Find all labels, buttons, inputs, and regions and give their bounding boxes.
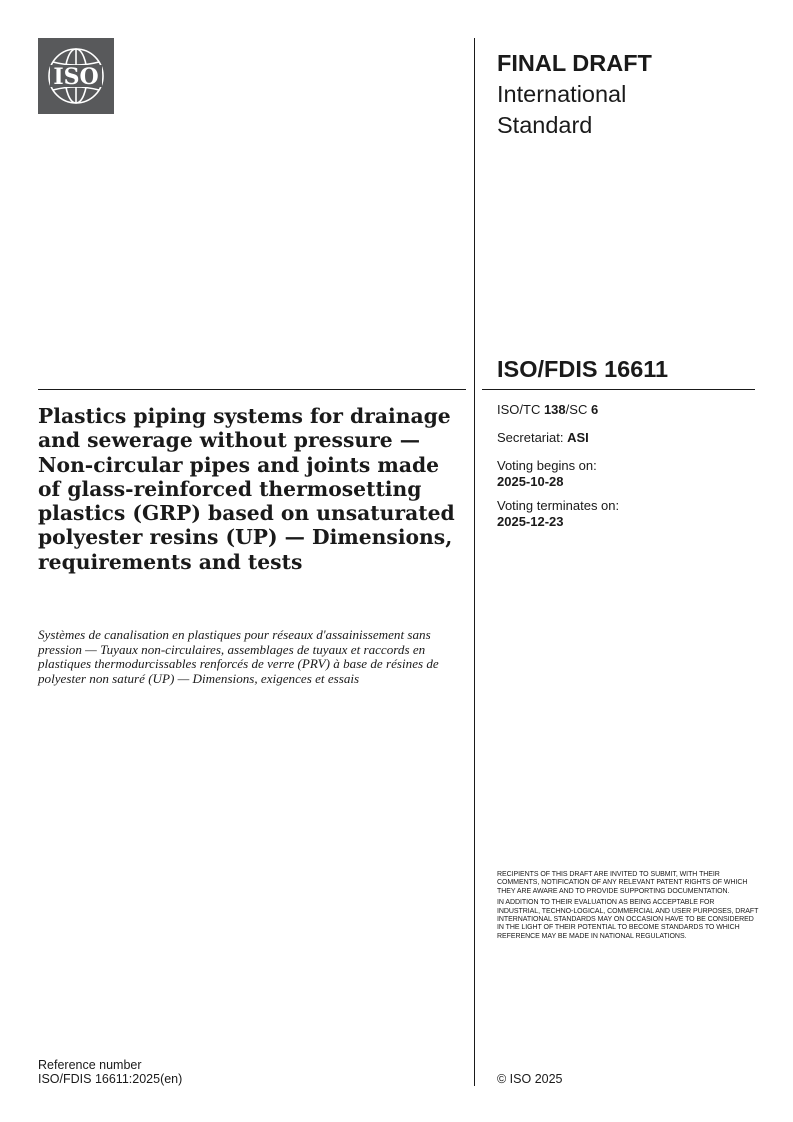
draft-notice: [497, 871, 759, 944]
document-stage-header: [497, 48, 757, 141]
reference-number: ISO/FDIS 16611:2025(en): [38, 1072, 183, 1086]
document-number: ISO/FDIS 16611: [497, 356, 669, 382]
logo-text: ISO: [53, 64, 99, 90]
secretariat-value: ASI: [567, 430, 589, 445]
committee-metadata: [497, 402, 757, 538]
stage-label: FINAL DRAFT: [497, 50, 652, 76]
tc-prefix: ISO/TC: [497, 402, 544, 417]
committee-line: [497, 402, 757, 418]
voting-begins-date: 2025-10-28: [497, 474, 564, 489]
secretariat-label: Secretariat:: [497, 430, 568, 445]
horizontal-divider-left: [38, 389, 466, 390]
document-title: Plastics piping systems for drainage and sewerage without pressure — Non-circular pipes and joints made of glass-reinforced thermosetting plastics (GRP) based on unsaturated polyester resins (UP) — Dimensions, requirements and tests: [38, 404, 455, 574]
voting-begins-label: Voting begins on:: [497, 458, 597, 473]
tc-number: 138: [543, 402, 566, 417]
copyright: © ISO 2025: [497, 1072, 563, 1086]
vertical-divider: [474, 38, 475, 1086]
reference-block: [38, 1058, 182, 1086]
notice-evaluation: IN ADDITION TO THEIR EVALUATION AS BEING ACCEPTABLE FOR INDUSTRIAL, TECHNO-LOGICAL, COMMERCIAL AND USER PURPOSES, DRAFT INTERNATIONAL STANDARDS MAY ON OCCASION HAVE TO BE CONSIDERED IN THE LIGHT OF THEIR POTENTIAL TO BECOME STANDARDS TO WHICH REFERENCE MAY BE MADE IN NATIONAL REGULATIONS.: [497, 899, 759, 940]
notice-patent: RECIPIENTS OF THIS DRAFT ARE INVITED TO SUBMIT, WITH THEIR COMMENTS, NOTIFICATION OF ANY RELEVANT PATENT RIGHTS OF WHICH THEY ARE AWARE AND TO PROVIDE SUPPORTING DOCUMENTATION.: [497, 871, 748, 895]
voting-terminates-date: 2025-12-23: [497, 514, 564, 529]
doc-type-line2: Standard: [497, 112, 593, 138]
sc-number: 6: [590, 402, 599, 417]
horizontal-divider-right: [482, 389, 755, 390]
globe-icon: [38, 38, 114, 114]
reference-label: Reference number: [38, 1058, 142, 1072]
secretariat-line: [497, 430, 757, 446]
sc-prefix: /SC: [565, 402, 591, 417]
voting-terminates-label: Voting terminates on:: [497, 498, 620, 513]
iso-logo: [38, 38, 114, 114]
voting-begins: [497, 458, 757, 490]
french-title: Systèmes de canalisation en plastiques pour réseaux d'assainissement sans pression — Tuyaux non-circulaires, assemblages de tuyaux et raccords en plastiques thermodurcissables renforcés de verre (PRV) à base de résines de polyester non saturé (UP) — Dimensions, exigences et essais: [38, 627, 439, 686]
doc-type-line1: International: [497, 81, 627, 107]
voting-terminates: [497, 498, 757, 530]
